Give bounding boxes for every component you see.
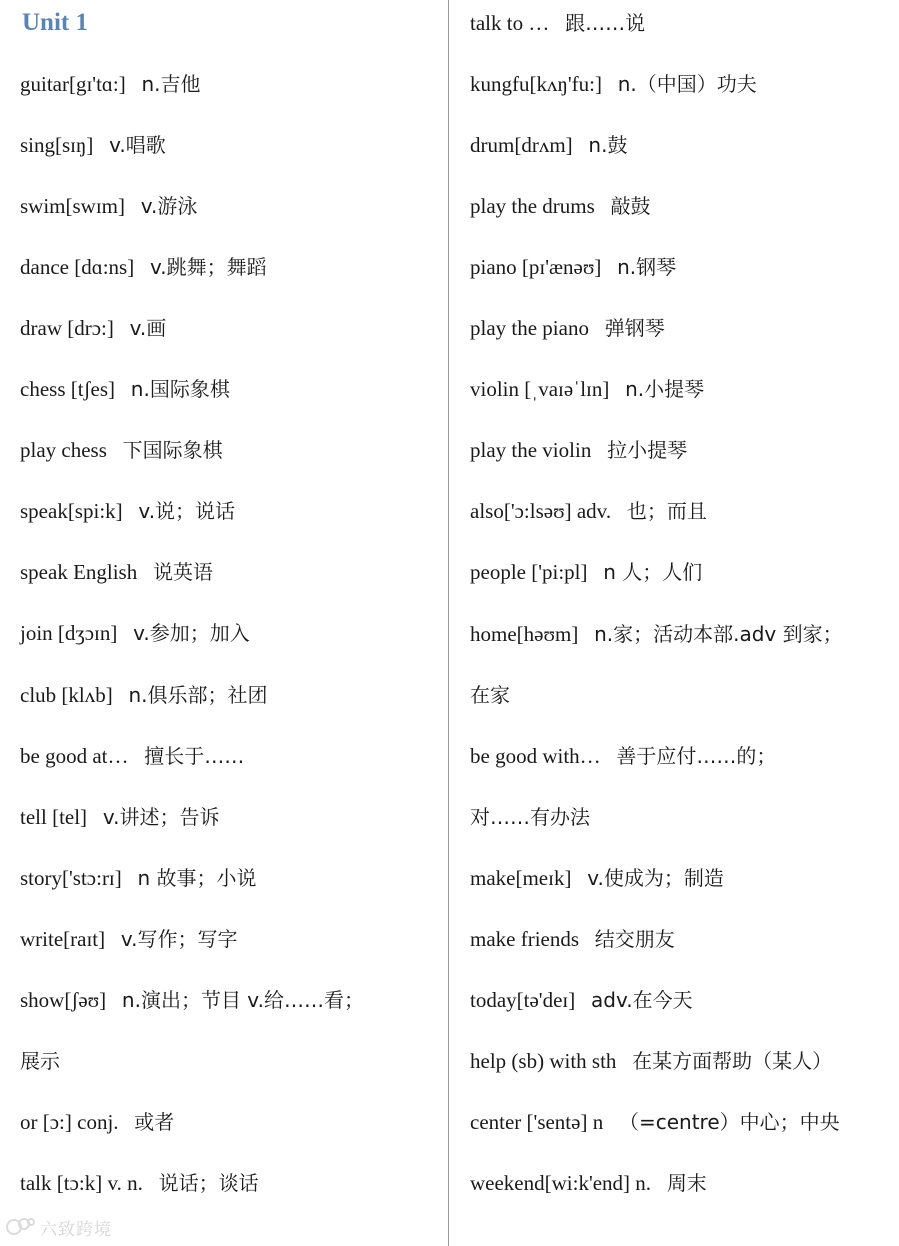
vocab-chinese: 敲鼓 — [610, 194, 651, 219]
vocab-line — [470, 130, 627, 160]
vocab-english: piano [pɪ'ænəʊ] — [470, 255, 602, 280]
vocab-chinese: 善于应付……的； — [616, 743, 777, 768]
vocab-chinese: n.家；活动本部.adv 到家； — [594, 621, 843, 646]
vocab-english: be good with… — [470, 743, 601, 768]
vocab-english: today[tə'deɪ] — [470, 987, 576, 1012]
vocab-line — [470, 680, 510, 710]
vocab-line — [20, 435, 223, 465]
vocab-chinese: n 故事；小说 — [137, 865, 257, 890]
vocab-gap — [602, 72, 618, 96]
vocab-chinese: 展示 — [20, 1048, 60, 1073]
vocab-gap — [123, 499, 139, 523]
vocab-gap — [143, 1171, 159, 1195]
vocab-line — [20, 496, 235, 526]
vocab-gap — [601, 744, 617, 768]
vocab-gap — [573, 133, 589, 157]
vocab-chinese: v.说；说话 — [138, 499, 236, 524]
vocab-line — [20, 252, 267, 282]
vocab-gap — [105, 927, 121, 951]
vocab-gap — [611, 499, 627, 523]
vocab-english: home[həʊm] — [470, 621, 579, 646]
vocab-chinese: n.演出；节目 v.给……看； — [121, 987, 364, 1012]
vocab-line — [20, 69, 201, 99]
vocab-chinese: v.画 — [129, 316, 167, 341]
vocab-line — [470, 1046, 832, 1076]
vocab-english: guitar[gɪ'tɑ:] — [20, 72, 126, 96]
vocab-line — [470, 435, 687, 465]
vocab-gap — [609, 377, 625, 401]
vocab-line — [470, 313, 665, 343]
vocab-gap — [137, 560, 153, 584]
vocab-line — [470, 741, 776, 771]
vocab-english: kungfu[kʌŋ'fu:] — [470, 72, 602, 97]
vocab-line — [20, 1046, 60, 1076]
vocab-line — [20, 680, 268, 710]
vocab-line — [20, 863, 257, 893]
vocab-chinese: （=centre）中心；中央 — [618, 1109, 840, 1134]
vocab-line — [470, 1168, 707, 1198]
vocab-chinese: 说英语 — [152, 560, 213, 585]
vocab-line — [20, 313, 166, 343]
vocab-line — [20, 618, 250, 648]
vocab-line — [470, 8, 645, 38]
vocab-chinese: v.参加；加入 — [133, 621, 250, 646]
vocab-chinese: 擅长于…… — [144, 743, 245, 768]
vocab-gap — [125, 194, 141, 218]
vocab-gap — [107, 438, 123, 462]
vocab-english: write[raɪt] — [20, 926, 106, 951]
vocab-chinese: 下国际象棋 — [122, 438, 223, 463]
vocab-line — [470, 863, 724, 893]
vocab-gap — [134, 255, 150, 279]
vocab-gap — [106, 988, 122, 1012]
vocab-gap — [126, 72, 142, 96]
column-divider — [448, 0, 449, 1246]
vocab-english: play the drums — [470, 194, 595, 219]
vocab-english: talk [tɔ:k] v. n. — [20, 1170, 143, 1195]
vocab-gap — [117, 621, 133, 645]
vocab-line — [20, 741, 244, 771]
vocab-gap — [579, 927, 595, 951]
vocab-chinese: n.国际象棋 — [130, 377, 230, 402]
vocab-chinese: 在某方面帮助（某人） — [632, 1048, 833, 1073]
vocab-gap — [122, 866, 138, 890]
vocab-gap — [651, 1171, 667, 1195]
vocab-chinese: n.俱乐部；社团 — [128, 682, 268, 707]
vocab-line — [20, 130, 166, 160]
vocab-english: make[meɪk] — [470, 865, 572, 890]
vocab-line — [470, 619, 843, 649]
vocab-chinese: 弹钢琴 — [604, 316, 665, 341]
vocab-chinese: adv.在今天 — [591, 987, 693, 1012]
vocab-line — [20, 191, 197, 221]
vocab-chinese: 跟……说 — [565, 11, 646, 35]
watermark-text: 六致跨境 — [40, 1219, 112, 1240]
vocab-english: club [klʌb] — [20, 682, 113, 707]
vocab-english: play the piano — [470, 316, 589, 341]
unit-title: Unit 1 — [22, 9, 88, 36]
vocab-english: weekend[wi:k'end] n. — [470, 1170, 652, 1195]
vocab-line — [20, 1168, 259, 1198]
vocab-chinese: n.吉他 — [141, 72, 201, 96]
vocab-line — [470, 557, 702, 587]
vocab-gap — [549, 11, 565, 35]
vocab-gap — [603, 1110, 619, 1134]
vocab-english: show[ʃəʊ] — [20, 987, 107, 1012]
vocab-english: speak English — [20, 560, 138, 585]
vocab-chinese: n.鼓 — [588, 133, 628, 158]
vocab-chinese: n.钢琴 — [617, 255, 677, 280]
vocab-english: make friends — [470, 926, 580, 951]
vocab-chinese: 拉小提琴 — [607, 438, 688, 463]
vocab-line — [20, 802, 219, 832]
vocab-gap — [601, 255, 617, 279]
vocab-gap — [575, 988, 591, 1012]
vocab-line — [470, 1107, 840, 1137]
vocab-gap — [87, 805, 103, 829]
vocab-chinese: v.唱歌 — [109, 133, 166, 158]
vocab-chinese: 周末 — [666, 1170, 707, 1195]
watermark — [6, 1214, 112, 1240]
vocab-english: speak[spi:k] — [20, 499, 123, 524]
vocab-chinese: 在家 — [470, 682, 510, 707]
vocab-english: also['ɔ:lsəʊ] adv. — [470, 499, 612, 524]
vocab-gap — [128, 744, 144, 768]
vocab-line — [470, 802, 590, 832]
vocab-chinese: 或者 — [134, 1109, 175, 1134]
vocab-line — [20, 985, 364, 1015]
vocab-gap — [616, 1049, 632, 1073]
vocab-line — [470, 69, 757, 99]
vocab-line — [20, 924, 238, 954]
vocab-english: tell [tel] — [20, 804, 88, 829]
vocab-chinese: v.写作；写字 — [120, 926, 238, 951]
vocab-english: people ['pi:pl] — [470, 560, 588, 585]
vocab-chinese: v.跳舞；舞蹈 — [149, 255, 267, 280]
vocab-chinese: 对……有办法 — [470, 804, 590, 829]
vocab-chinese: n.小提琴 — [625, 377, 705, 402]
vocab-line — [470, 191, 651, 221]
vocab-english: center ['sentə] n — [470, 1109, 604, 1134]
vocab-english: play chess — [20, 438, 107, 463]
vocab-english: swim[swɪm] — [20, 194, 125, 219]
vocab-english: talk to … — [470, 11, 550, 35]
vocab-english: violin [ˌvaɪəˈlɪn] — [470, 377, 610, 402]
vocab-gap — [119, 1110, 135, 1134]
vocab-english: play the violin — [470, 438, 592, 463]
vocab-english: or [ɔ:] conj. — [20, 1109, 119, 1134]
vocab-line — [20, 374, 230, 404]
vocab-english: help (sb) with sth — [470, 1048, 617, 1073]
vocab-english: sing[sɪŋ] — [20, 133, 94, 158]
vocab-line — [470, 924, 675, 954]
vocab-gap — [113, 683, 129, 707]
vocab-chinese: n.（中国）功夫 — [617, 72, 757, 97]
vocab-line — [470, 985, 693, 1015]
vocab-chinese: 结交朋友 — [594, 926, 675, 951]
vocab-english: draw [drɔ:] — [20, 316, 114, 341]
vocab-english: dance [dɑ:ns] — [20, 255, 135, 280]
vocab-line — [470, 374, 704, 404]
watermark-logo-icon — [6, 1216, 36, 1238]
vocab-line — [20, 1107, 174, 1137]
vocab-english: be good at… — [20, 743, 129, 768]
vocab-english: chess [tʃes] — [20, 377, 116, 402]
vocab-gap — [588, 560, 604, 584]
vocab-gap — [114, 316, 130, 340]
vocab-english: drum[drʌm] — [470, 133, 573, 158]
vocab-english: story['stɔ:rɪ] — [20, 865, 122, 890]
vocab-chinese: v.讲述；告诉 — [102, 804, 220, 829]
vocab-line — [470, 496, 707, 526]
vocab-chinese: v.使成为；制造 — [587, 865, 724, 890]
vocab-chinese: v.游泳 — [140, 194, 198, 219]
vocab-gap — [115, 377, 131, 401]
vocab-gap — [578, 622, 594, 646]
vocab-chinese: 也；而且 — [626, 499, 707, 524]
vocab-gap — [595, 194, 611, 218]
vocab-line — [20, 557, 213, 587]
vocab-gap — [93, 133, 109, 157]
vocab-chinese: n 人；人们 — [603, 560, 703, 585]
vocab-chinese: 说话；谈话 — [158, 1170, 259, 1195]
vocab-gap — [589, 316, 605, 340]
vocab-gap — [591, 438, 607, 462]
vocab-gap — [571, 866, 587, 890]
vocab-english: join [dʒɔɪn] — [20, 621, 118, 646]
vocab-line — [470, 252, 676, 282]
